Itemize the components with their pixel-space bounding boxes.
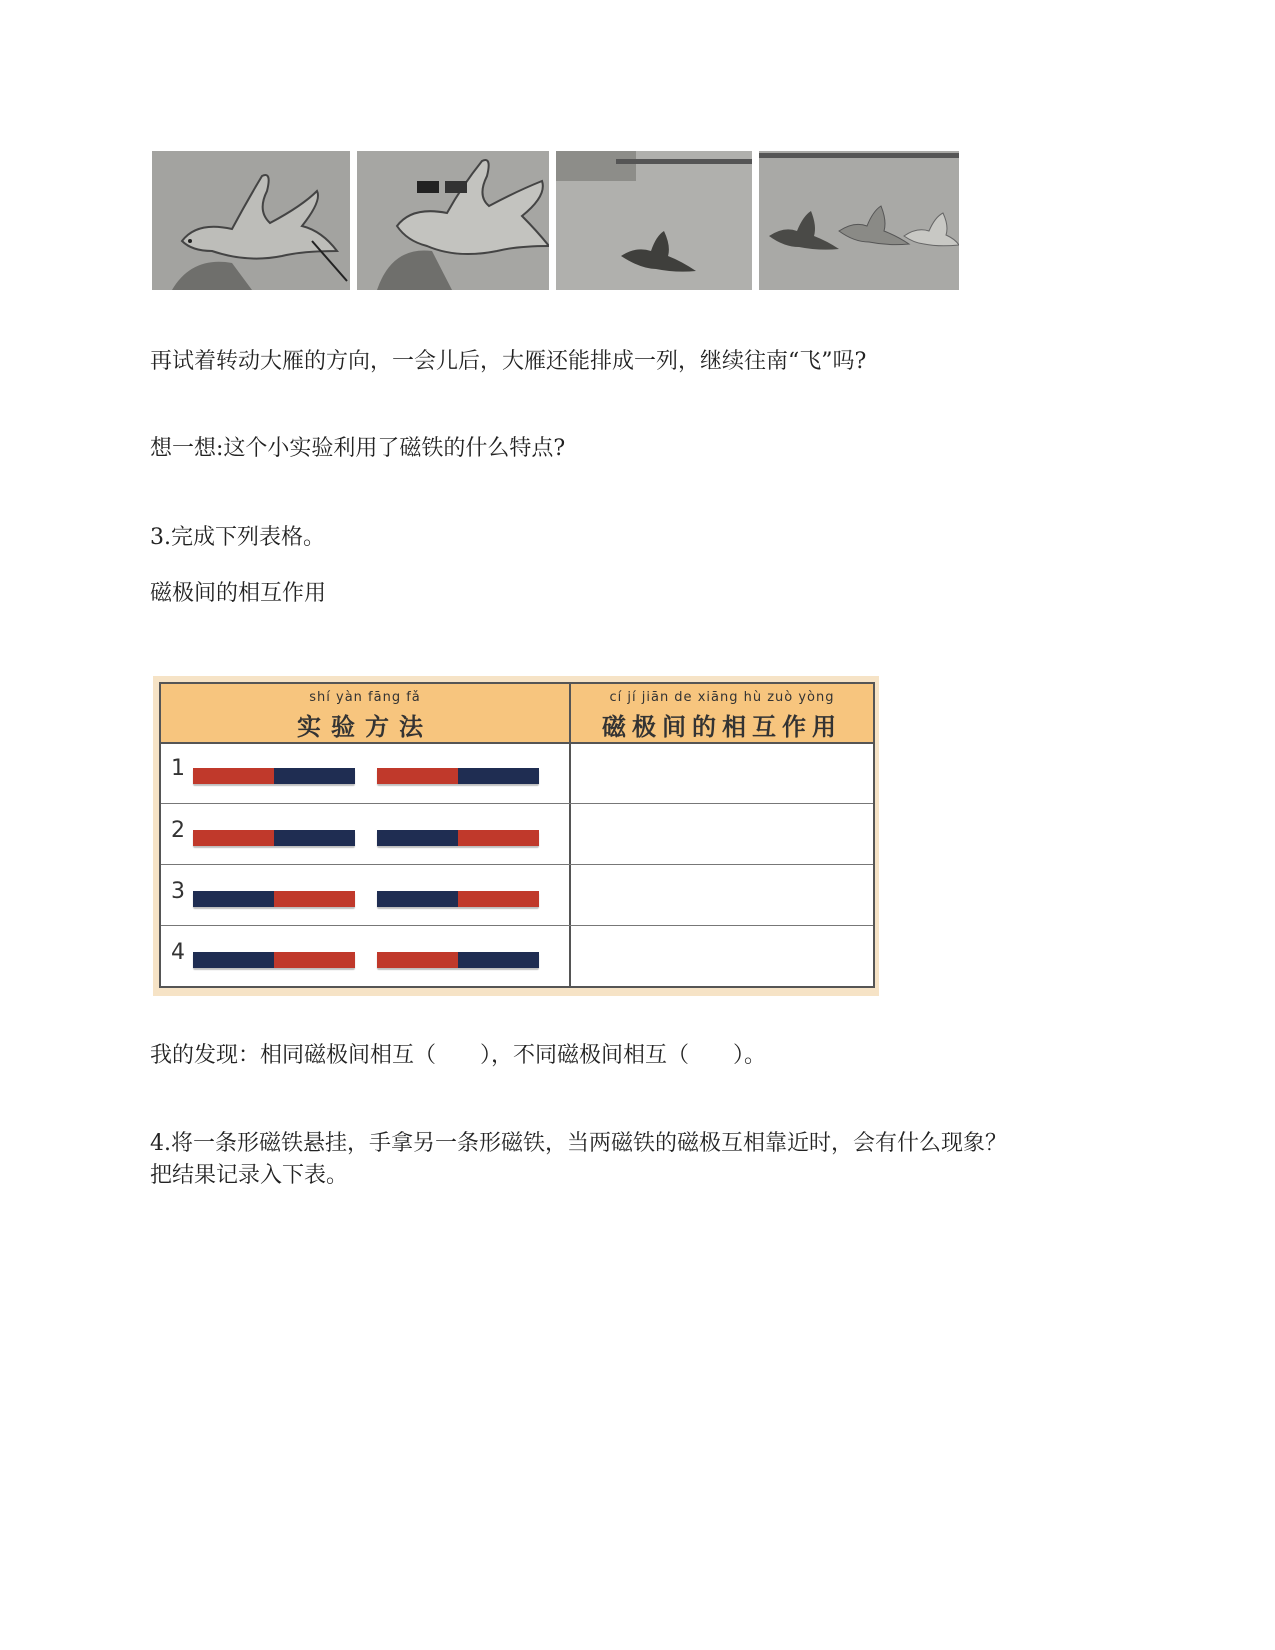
bar-magnet — [377, 891, 539, 907]
magnet-red-pole — [377, 768, 458, 784]
table-header — [161, 684, 873, 744]
header-interaction-title: 磁极间的相互作用 — [602, 712, 842, 741]
header-method — [161, 684, 569, 742]
row-number: 3 — [171, 879, 185, 904]
bar-magnet — [193, 891, 355, 907]
header-method-pinyin: shí yàn fāng fǎ — [309, 690, 421, 705]
photo-attach-magnet — [357, 151, 549, 290]
magnet-navy-pole — [274, 830, 355, 846]
magnet-navy-pole — [458, 768, 539, 784]
bar-magnet — [377, 768, 539, 784]
finding-sentence: 我的发现：相同磁极间相互（ ），不同磁极间相互（ ）。 — [150, 1043, 767, 1068]
header-method-title: 实验方法 — [297, 712, 433, 741]
table-row — [161, 864, 873, 925]
row-number: 1 — [171, 756, 185, 781]
bar-magnet — [377, 952, 539, 968]
header-interaction-pinyin: cí jí jiān de xiāng hù zuò yòng — [609, 690, 835, 705]
question-3-subtitle: 磁极间的相互作用 — [150, 581, 327, 606]
bar-magnet — [193, 830, 355, 846]
row-number: 4 — [171, 940, 185, 965]
magnet-navy-pole — [377, 830, 458, 846]
photo-single-goose-rod — [556, 151, 752, 290]
magnet-pole-table — [153, 676, 879, 996]
table-row — [161, 742, 873, 803]
magnet-red-pole — [458, 830, 539, 846]
question-4-line1: 4.将一条形磁铁悬挂，手拿另一条形磁铁，当两磁铁的磁极互相靠近时，会有什么现象？ — [150, 1131, 1007, 1156]
bar-magnet — [377, 830, 539, 846]
magnet-navy-pole — [193, 952, 274, 968]
question-4-line2: 把结果记录入下表。 — [150, 1163, 349, 1188]
magnet-red-pole — [458, 891, 539, 907]
photo-geese-line — [759, 151, 959, 290]
bar-magnet — [193, 768, 355, 784]
question-3-title: 3.完成下列表格。 — [150, 525, 325, 550]
magnet-red-pole — [193, 830, 274, 846]
result-cell[interactable] — [573, 865, 873, 925]
table-row — [161, 803, 873, 864]
question-rotate-goose: 再试着转动大雁的方向，一会儿后，大雁还能排成一列，继续往南“飞”吗? — [150, 349, 867, 374]
magnet-red-pole — [274, 952, 355, 968]
row-number: 2 — [171, 818, 185, 843]
bar-magnet — [193, 952, 355, 968]
table-row — [161, 925, 873, 986]
photo-cut-goose — [152, 151, 350, 290]
header-interaction — [571, 684, 873, 742]
magnet-navy-pole — [193, 891, 274, 907]
magnet-navy-pole — [274, 768, 355, 784]
result-cell[interactable] — [573, 742, 873, 803]
magnet-navy-pole — [377, 891, 458, 907]
result-cell[interactable] — [573, 804, 873, 864]
magnet-navy-pole — [458, 952, 539, 968]
experiment-photo-strip — [152, 151, 952, 290]
magnet-red-pole — [274, 891, 355, 907]
magnet-red-pole — [377, 952, 458, 968]
question-think: 想一想:这个小实验利用了磁铁的什么特点? — [150, 436, 566, 461]
table-frame — [159, 682, 875, 988]
result-cell[interactable] — [573, 926, 873, 986]
magnet-red-pole — [193, 768, 274, 784]
